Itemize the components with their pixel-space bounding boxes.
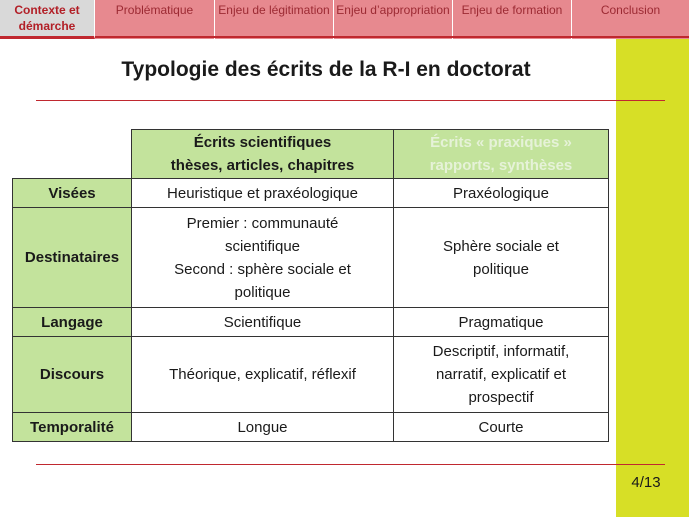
header-line: Écrits scientifiques <box>193 134 332 151</box>
cell-line: politique <box>473 260 529 278</box>
cell-scientific <box>132 208 394 308</box>
cell-line: Descriptif, informatif, <box>432 343 570 360</box>
tab-label: Enjeu d’appropriation <box>336 3 450 17</box>
footer-rule <box>36 464 665 465</box>
cell-line: Courte <box>478 418 524 436</box>
row-header: Visées <box>13 179 132 208</box>
cell-line: Théorique, explicatif, réflexif <box>169 366 356 383</box>
cell-praxis <box>394 308 609 337</box>
typology-table <box>12 129 609 442</box>
header-line: rapports, synthèses <box>429 157 573 174</box>
cell-line: politique <box>234 283 291 301</box>
header-line: thèses, articles, chapitres <box>170 157 355 174</box>
page-number: 4/13 <box>631 474 661 491</box>
top-navigation <box>0 0 689 39</box>
cell-line: Second : sphère sociale et <box>174 260 351 278</box>
cell-line: narratif, explicatif et <box>435 366 567 383</box>
row-header: Temporalité <box>13 413 132 442</box>
column-header-praxis <box>394 130 609 179</box>
cell-line: Pragmatique <box>458 313 544 331</box>
tab-conclusion[interactable] <box>572 0 689 39</box>
cell-praxis <box>394 179 609 208</box>
tab-label: Contexte et démarche <box>14 3 80 33</box>
row-header: Langage <box>13 308 132 337</box>
tab-label: Enjeu de légitimation <box>218 3 330 17</box>
row-header: Discours <box>13 337 132 413</box>
table-row <box>13 337 609 413</box>
tab-contexte-et-demarche[interactable] <box>0 0 95 39</box>
tab-enjeu-de-formation[interactable] <box>453 0 572 39</box>
cell-praxis <box>394 413 609 442</box>
tab-enjeu-de-legitimation[interactable] <box>215 0 334 39</box>
tab-label: Enjeu de formation <box>461 3 563 17</box>
table-row <box>13 308 609 337</box>
cell-scientific <box>132 308 394 337</box>
cell-line: scientifique <box>224 237 301 255</box>
table-row <box>13 413 609 442</box>
table-corner <box>13 130 132 179</box>
row-header: Destinataires <box>13 208 132 308</box>
table-row <box>13 208 609 308</box>
cell-line: Praxéologique <box>453 184 549 202</box>
cell-line: Premier : communauté <box>186 214 339 232</box>
cell-line: Longue <box>237 418 288 436</box>
column-header-scientific <box>132 130 394 179</box>
cell-line: Scientifique <box>223 313 302 331</box>
cell-scientific <box>132 413 394 442</box>
cell-line: Heuristique et praxéologique <box>167 184 358 202</box>
tab-problematique[interactable] <box>95 0 215 39</box>
slide-title: Typologie des écrits de la R-I en doctorat <box>121 58 531 81</box>
cell-scientific <box>132 337 394 413</box>
cell-line: Sphère sociale et <box>443 237 559 255</box>
title-rule <box>36 100 665 101</box>
cell-praxis <box>394 208 609 308</box>
table-header-row <box>13 130 609 179</box>
cell-line: prospectif <box>468 389 534 406</box>
header-line: Écrits « praxiques » <box>430 134 572 151</box>
cell-scientific <box>132 179 394 208</box>
tab-divider <box>95 36 689 38</box>
tab-enjeu-d-appropriation[interactable] <box>334 0 453 39</box>
side-accent-band <box>616 39 689 517</box>
table-row <box>13 179 609 208</box>
tab-label: Conclusion <box>600 3 661 17</box>
tab-label: Problématique <box>115 3 194 17</box>
cell-praxis <box>394 337 609 413</box>
